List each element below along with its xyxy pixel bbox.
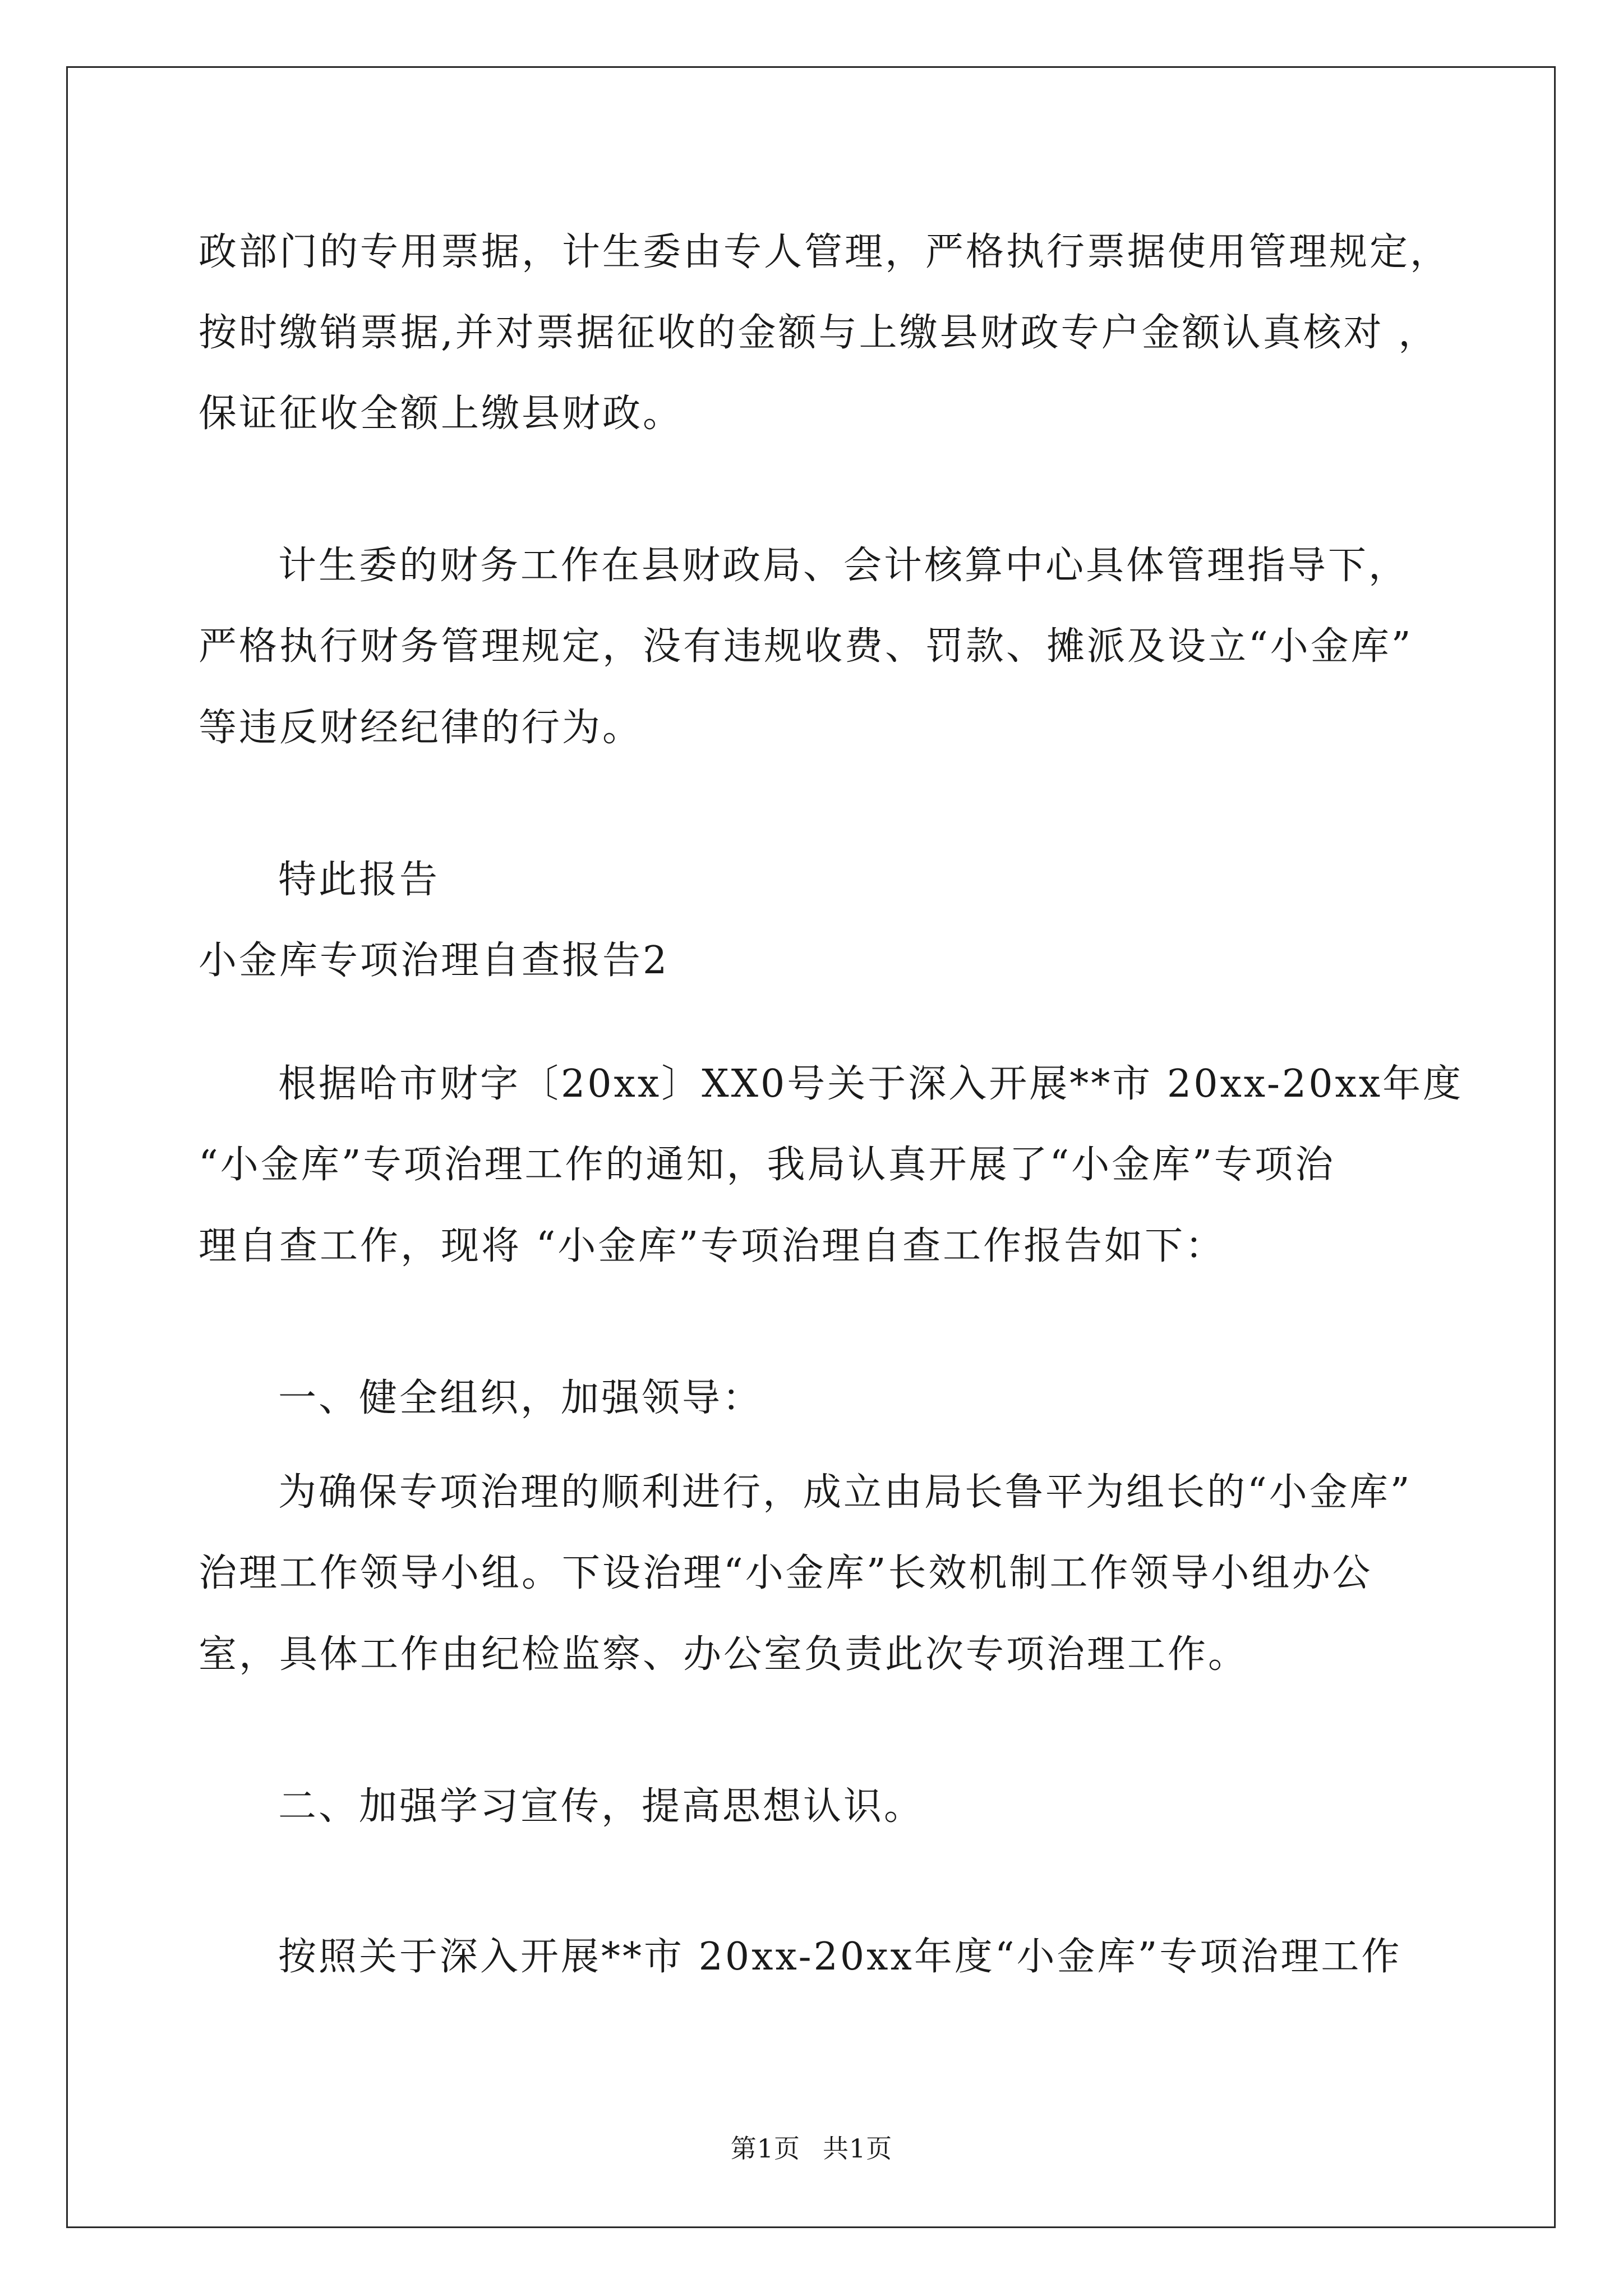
body-line: 等违反财经纪律的行为。 — [199, 706, 643, 750]
subheading-two: 二、加强学习宣传，提高思想认识。 — [278, 1784, 925, 1829]
body-line: 政部门的专用票据，计生委由专人管理，严格执行票据使用管理规定， — [199, 230, 1451, 274]
body-line: 室，具体工作由纪检监察、办公室负责此次专项治理工作。 — [199, 1632, 1249, 1677]
closing-remark: 特此报告 — [278, 858, 440, 902]
body-line: 按时缴销票据,并对票据征收的金额与上缴县财政专户金额认真核对 ， — [199, 311, 1439, 355]
paragraph-start-line: 根据哈市财字〔20xx〕XX0号关于深入开展**市 20xx-20xx年度 — [278, 1062, 1464, 1106]
body-line: 治理工作领导小组。下设治理“小金库”长效机制工作领导小组办公 — [199, 1551, 1373, 1595]
body-line: 严格执行财务管理规定，没有违规收费、罚款、摊派及设立“小金库” — [199, 624, 1413, 669]
section-heading: 小金库专项治理自查报告2 — [199, 938, 670, 983]
body-line: 保证征收全额上缴县财政。 — [199, 392, 684, 436]
subheading-one: 一、健全组织，加强领导： — [278, 1376, 763, 1420]
paragraph-start-line: 为确保专项治理的顺利进行，成立由局长鲁平为组长的“小金库” — [278, 1470, 1412, 1515]
page-number-total: 共1页 — [823, 2133, 893, 2164]
body-line: “小金库”专项治理工作的通知，我局认真开展了“小金库”专项治 — [199, 1143, 1336, 1187]
page-footer — [0, 2132, 1623, 2165]
paragraph-start-line: 计生委的财务工作在县财政局、会计核算中心具体管理指导下， — [278, 544, 1409, 588]
page-number-current: 第1页 — [730, 2133, 800, 2164]
body-line: 理自查工作，现将 “小金库”专项治理自查工作报告如下： — [199, 1224, 1226, 1268]
paragraph-start-line: 按照关于深入开展**市 20xx-20xx年度“小金库”专项治理工作 — [278, 1935, 1402, 1979]
